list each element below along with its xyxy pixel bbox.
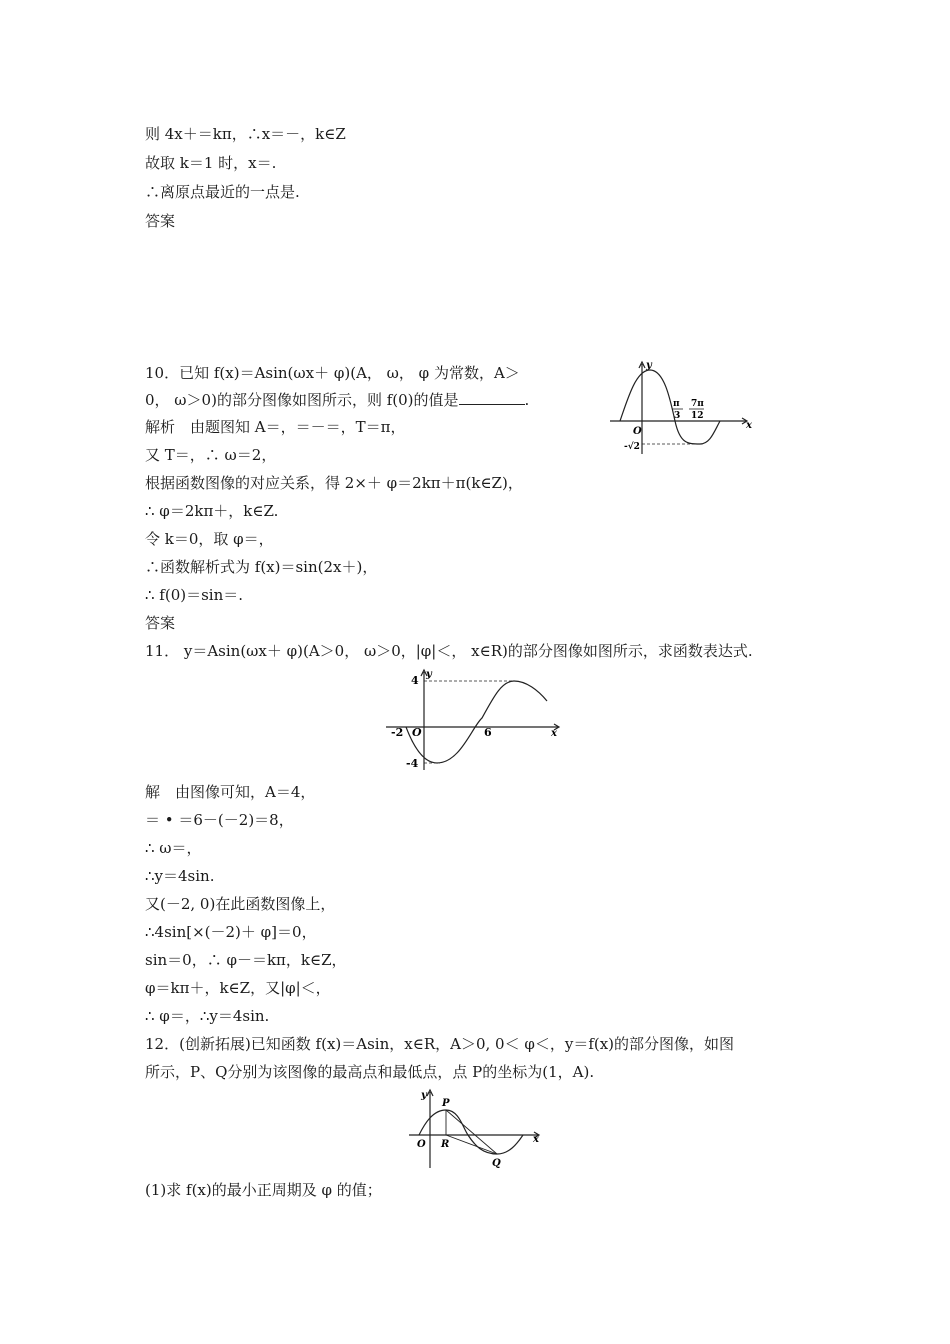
text-line: ∴离原点最近的一点是. <box>145 183 300 201</box>
answer-blank <box>459 390 525 405</box>
tick-label: 3 <box>674 411 681 421</box>
solution-line: 根据函数图像的对应关系，得 2×＋ φ＝2kπ＋π(k∈Z)， <box>145 474 523 492</box>
solution-line: 又 T＝，∴ ω＝2， <box>145 446 277 464</box>
problem-10-text: 10．已知 f(x)＝Asin(ωx＋ φ)(A， ω， φ 为常数，A＞ <box>145 364 520 382</box>
answer-label: 答案 <box>145 614 176 632</box>
solution-line: 令 k＝0，取 φ＝， <box>145 530 274 548</box>
solution-line: sin＝0，∴ φ－＝kπ，k∈Z， <box>145 951 347 969</box>
problem-12-graph <box>405 1088 545 1170</box>
problem-12-question: (1)求 f(x)的最小正周期及 φ 的值； <box>145 1181 382 1199</box>
x-axis-label: x <box>551 728 557 739</box>
solution-line: 解析 由题图知 A＝，＝－＝，T＝π， <box>145 418 406 436</box>
solution-line: ∴ φ＝，∴y＝4sin. <box>145 1007 270 1025</box>
y-axis-label: y <box>421 1090 427 1101</box>
text-line: 故取 k＝1 时，x＝. <box>145 154 277 172</box>
point-label-p: P <box>442 1098 450 1109</box>
problem-11-text: 11． y＝Asin(ωx＋ φ)(A＞0， ω＞0，|φ|＜， x∈R)的部分图像如图所示，求函数表达式. <box>145 642 753 660</box>
solution-line: ∴y＝4sin. <box>145 867 215 885</box>
solution-line: φ＝kπ＋，k∈Z，又|φ|＜， <box>145 979 331 997</box>
tick-label: 6 <box>484 726 492 739</box>
tick-label: -√2 <box>624 442 640 452</box>
origin-label: O <box>417 1139 426 1150</box>
origin-label: O <box>412 726 422 739</box>
problem-10-graph <box>600 358 760 458</box>
tick-label: -2 <box>391 726 404 739</box>
solution-line: 解 由图像可知，A＝4， <box>145 783 316 801</box>
solution-line: ∴4sin[×(－2)＋ φ]＝0， <box>145 923 317 941</box>
solution-line: ∴ f(0)＝sin＝. <box>145 586 244 604</box>
solution-line: ＝ • ＝6－(－2)＝8， <box>145 811 294 829</box>
tick-label: 4 <box>411 674 419 687</box>
solution-line: ∴函数解析式为 f(x)＝sin(2x＋)， <box>145 558 378 576</box>
tick-label: π <box>673 399 680 409</box>
problem-12-text: 12．(创新拓展)已知函数 f(x)＝Asin，x∈R，A＞0, 0＜ φ＜，y＝f(x)的部分图像，如图 <box>145 1035 735 1053</box>
tick-label: 12 <box>691 411 704 421</box>
origin-label: O <box>633 426 642 437</box>
problem-10-text: 0， ω＞0)的部分图像如图所示，则 f(0)的值是 . <box>145 391 530 409</box>
sine-curve <box>406 681 547 763</box>
point-label-q: Q <box>492 1158 501 1169</box>
solution-line: ∴ ω＝， <box>145 839 202 857</box>
tick-label: 7π <box>691 399 704 409</box>
x-axis-label: x <box>533 1134 539 1145</box>
tick-label: -4 <box>406 757 419 770</box>
x-axis-label: x <box>746 420 752 431</box>
text-line: 则 4x＋＝kπ，∴x＝－，k∈Z <box>145 125 346 143</box>
y-axis-label: y <box>646 360 652 371</box>
problem-11-graph <box>380 666 570 772</box>
problem-12-text: 所示，P、Q分别为该图像的最高点和最低点，点 P的坐标为(1，A). <box>145 1063 595 1081</box>
solution-line: ∴ φ＝2kπ＋，k∈Z. <box>145 502 279 520</box>
point-label-r: R <box>441 1139 450 1150</box>
y-axis-label: y <box>426 669 432 680</box>
answer-label: 答案 <box>145 212 176 230</box>
solution-line: 又(－2, 0)在此函数图像上， <box>145 895 336 913</box>
